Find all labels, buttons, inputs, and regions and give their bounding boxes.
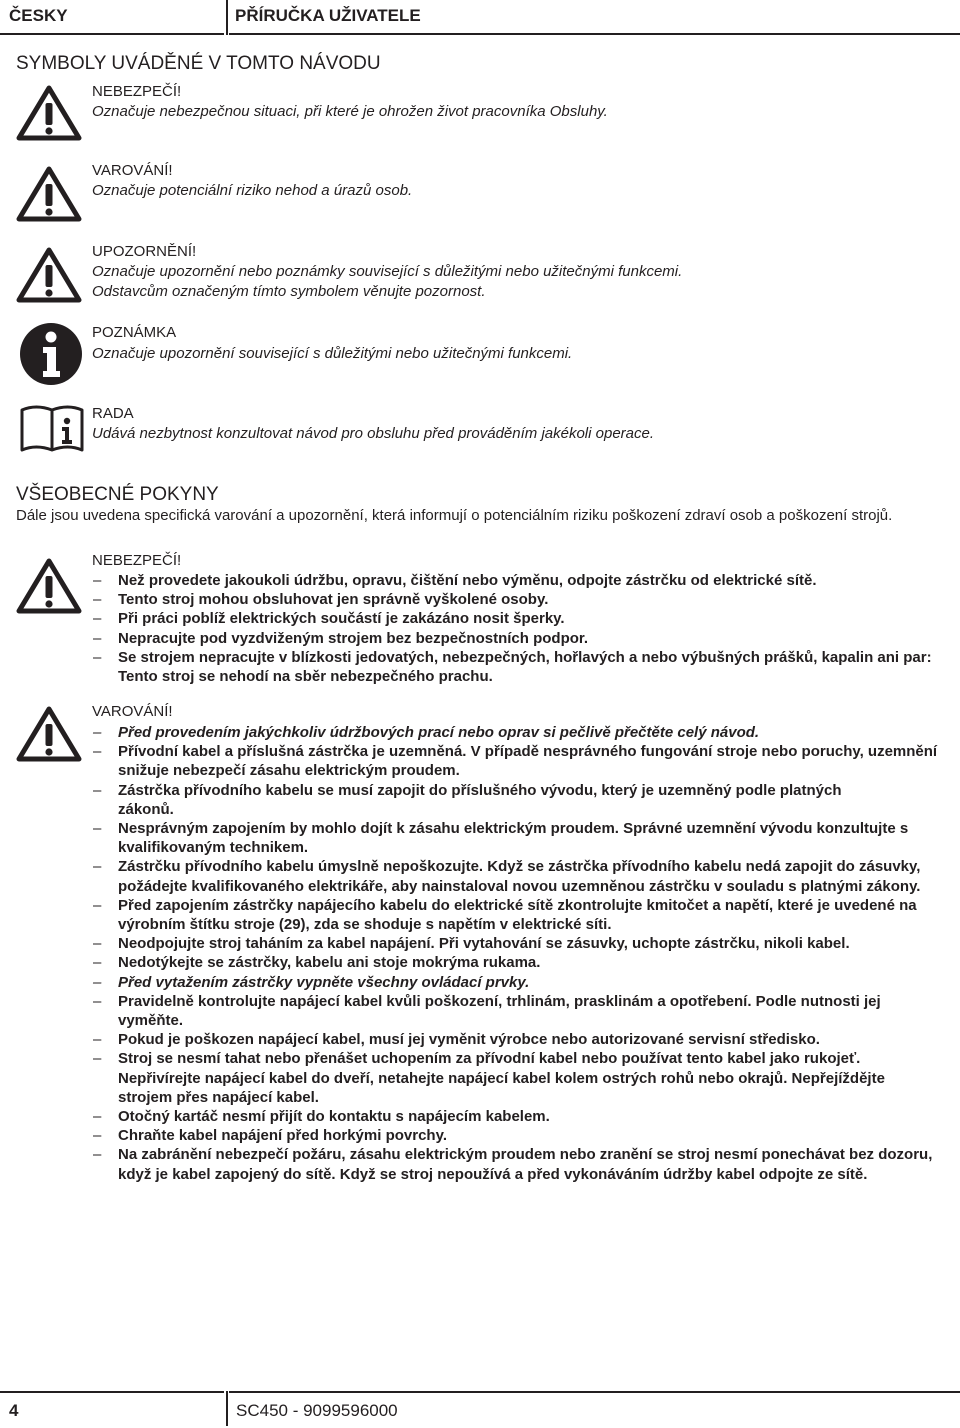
symbols-heading: SYMBOLY UVÁDĚNÉ V TOMTO NÁVODU: [16, 53, 381, 74]
list-item: – Pokud je poškozen napájecí kabel, musí jej vyměnit výrobce nebo autorizované servisní středisko.: [93, 1030, 953, 1049]
list-item: – Na zabránění nebezpečí požáru, zásahu elektrickým proudem nebo zranění se stroj nesmí ponechávat bez dozoru, když je kabel zapojený do sítě. Když se stroj nepoužívá a před vykonáváním údržby kabel odpojte ze sítě.: [93, 1145, 948, 1183]
list-item: – Se strojem nepracujte v blízkosti jedovatých, nebezpečných, hořlavých a nebo výbušných prášků, kapalin ani par: Tento stroj se nehodí na sběr nebezpečného prachu.: [93, 648, 938, 686]
header-language-cell: [0, 0, 224, 35]
note-description: Označuje upozornění související s důležitými nebo užitečnými funkcemi.: [92, 345, 573, 362]
list-item: – Při práci poblíž elektrických součástí je zakázáno nosit šperky.: [93, 609, 953, 628]
caution-label: UPOZORNĚNÍ!: [92, 243, 197, 260]
list-item: – Před provedením jakýchkoliv údržbových prací nebo oprav si pečlivě přečtěte celý návod.: [93, 723, 953, 742]
header-title-cell: [229, 0, 960, 35]
general-warning-label: VAROVÁNÍ!: [92, 703, 173, 720]
general-heading: VŠEOBECNÉ POKYNY: [16, 484, 219, 505]
header-divider: [226, 0, 228, 35]
danger-label: NEBEZPEČÍ!: [92, 83, 182, 100]
caution-note: Odstavcům označeným tímto symbolem věnujte pozornost.: [92, 283, 486, 300]
footer-divider: [226, 1391, 228, 1426]
header-language: ČESKY: [9, 6, 68, 25]
list-item: – Neodpojujte stroj taháním za kabel napájení. Při vytahování se zásuvky, uchopte zástrčku, nikoli kabel.: [93, 934, 953, 953]
caution-description: Označuje upozornění nebo poznámky související s důležitými nebo užitečnými funkcemi.: [92, 263, 683, 280]
warning-list: [93, 723, 953, 1184]
warning-triangle-icon: [15, 84, 83, 142]
warning-label: VAROVÁNÍ!: [92, 162, 173, 179]
page-number: 4: [9, 1401, 19, 1420]
advice-label: RADA: [92, 405, 134, 422]
general-danger-label: NEBEZPEČÍ!: [92, 552, 182, 569]
warning-description: Označuje potenciální riziko nehod a úrazů osob.: [92, 182, 413, 199]
list-item: – Zástrčka přívodního kabelu se musí zapojit do příslušného vývodu, který je uzemněný podle platných zákonů.: [93, 781, 898, 819]
warning-triangle-icon: [15, 246, 83, 304]
advice-description: Udává nezbytnost konzultovat návod pro obsluhu před prováděním jakékoli operace.: [92, 425, 655, 442]
footer-page-cell: [0, 1391, 224, 1428]
list-item: – Otočný kartáč nesmí přijít do kontaktu s napájecím kabelem.: [93, 1107, 953, 1126]
list-item: – Tento stroj mohou obsluhovat jen správně vyškolené osoby.: [93, 590, 953, 609]
list-item: – Zástrčku přívodního kabelu úmyslně nepoškozujte. Když se zástrčka přívodního kabelu nedá zapojit do zásuvky, požádejte kvalifikovaného elektrikáře, aby nainstaloval novou uzemněnou zástrčku v souladu s platnými zákony.: [93, 857, 938, 895]
danger-description: Označuje nebezpečnou situaci, při které je ohrožen život pracovníka Obsluhy.: [92, 103, 608, 120]
list-item: – Před vytažením zástrčky vypněte všechny ovládací prvky.: [93, 973, 953, 992]
list-item: – Nepracujte pod vyzdviženým strojem bez bezpečnostních podpor.: [93, 629, 953, 648]
list-item: – Před zapojením zástrčky napájecího kabelu do elektrické sítě zkontrolujte kmitočet a napětí, které je uvedené na výrobním štítku stroje (29), zda se shoduje s napětím v elektrické síti.: [93, 896, 948, 934]
header-title: PŘÍRUČKA UŽIVATELE: [235, 6, 421, 25]
list-item: – Stroj se nesmí tahat nebo přenášet uchopením za přívodní kabel nebo používat tento kabel jako rukojeť. Nepřivírejte napájecí kabel do dveří, netahejte napájecí kabel kolem ostrých rohů nebo okrajů. Nepřejíždějte strojem přes napájecí kabel.: [93, 1049, 938, 1107]
info-circle-icon: [19, 322, 83, 386]
general-intro: Dále jsou uvedena specifická varování a upozornění, která informují o potenciálním riziku poškození zdraví osob a poškození strojů.: [16, 507, 893, 524]
warning-triangle-icon: [15, 705, 83, 763]
list-item: – Přívodní kabel a příslušná zástrčka je uzemněná. V případě nesprávného fungování stroje nebo poruchy, uzemnění snižuje nebezpečí zásahu elektrickým proudem.: [93, 742, 938, 780]
list-item: – Než provedete jakoukoli údržbu, opravu, čištění nebo výměnu, odpojte zástrčku od elektrické sítě.: [93, 571, 953, 590]
list-item: – Pravidelně kontrolujte napájecí kabel kvůli poškození, trhlinám, prasklinám a opotřebení. Podle nutnosti jej vyměňte.: [93, 992, 938, 1030]
model-number: SC450 - 9099596000: [236, 1401, 398, 1420]
list-item: – Nesprávným zapojením by mohlo dojít k zásahu elektrickým proudem. Správné uzemnění vývodu konzultujte s kvalifikovaným technikem.: [93, 819, 953, 857]
manual-book-icon: [20, 404, 84, 452]
list-item: – Nedotýkejte se zástrčky, kabelu ani stoje mokrýma rukama.: [93, 953, 953, 972]
warning-triangle-icon: [15, 165, 83, 223]
warning-triangle-icon: [15, 557, 83, 615]
footer-model-cell: [229, 1391, 960, 1428]
note-label: POZNÁMKA: [92, 324, 177, 341]
danger-list: [93, 571, 953, 686]
list-item: – Chraňte kabel napájení před horkými povrchy.: [93, 1126, 953, 1145]
